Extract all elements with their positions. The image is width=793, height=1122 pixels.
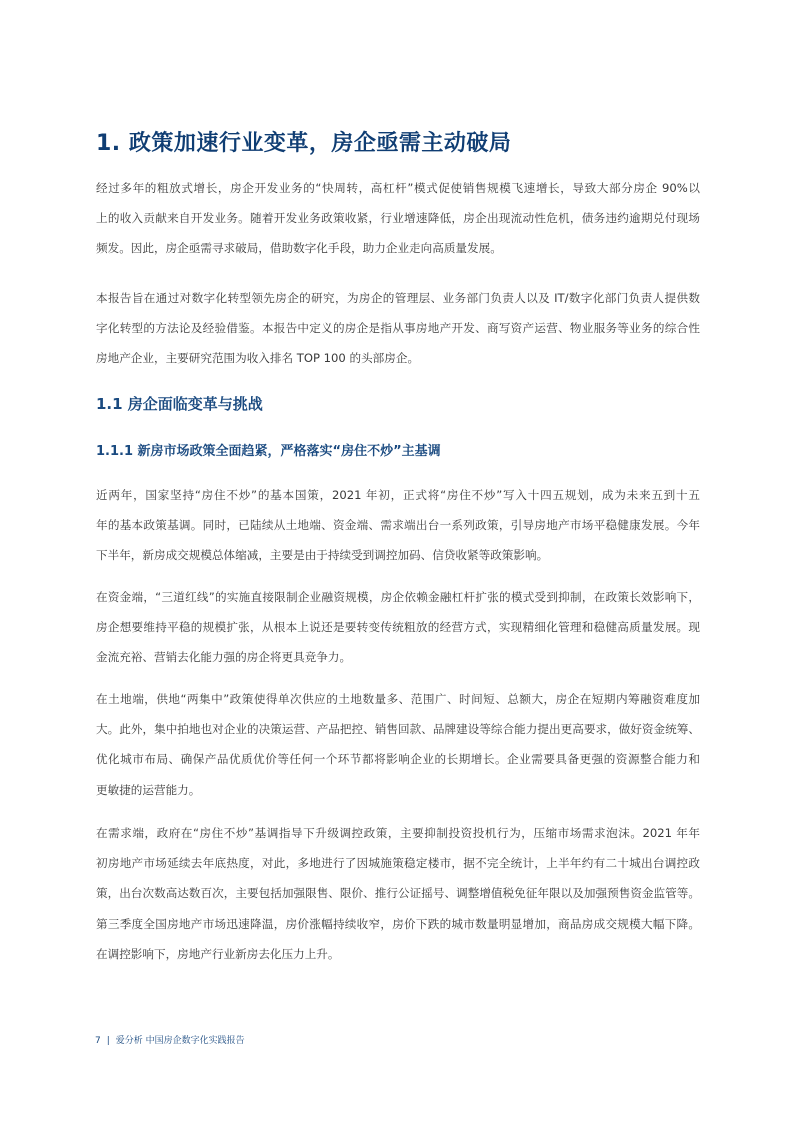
text-line: 年的基本政策基调。同时，已陆续从土地端、资金端、需求端出台一系列政策，引导房地产市场平稳健康发展。今年: [96, 518, 700, 533]
text-line: 在需求端，政府在“房住不炒”基调指导下升级调控政策，主要抑制投资投机行为，压缩市场需求泡沫。2021 年年: [96, 826, 700, 840]
text-line: 更敏捷的运营能力。: [96, 782, 201, 797]
body-paragraph-1: [96, 480, 700, 571]
footer-separator: |: [106, 1036, 110, 1046]
text-line: 在土地端，供地“两集中”政策使得单次供应的土地数量多、范围广、时间短、总额大，房企在短期内筹融资难度加: [96, 692, 700, 706]
text-line: 金流充裕、营销去化能力强的房企将更具竞争力。: [96, 650, 352, 665]
text-line: 近两年，国家坚持“房住不炒”的基本国策，2021 年初，正式将“房住不炒”写入十四五规划，成为未来五到十五: [96, 488, 700, 502]
text-line: 本报告旨在通过对数字化转型领先房企的研究，为房企的管理层、业务部门负责人以及 IT/数字化部门负责人提供数: [96, 291, 700, 305]
page-footer: [95, 1033, 245, 1046]
text-line: 初房地产市场延续去年底热度，对此，多地进行了因城施策稳定楼市，据不完全统计，上半年约有二十城出台调控政: [96, 856, 700, 871]
text-line: 在资金端，“三道红线”的实施直接限制企业融资规模，房企依赖金融杠杆扩张的模式受到抑制，在政策长效影响下，: [96, 590, 700, 604]
text-line: 下半年，新房成交规模总体缩减，主要是由于持续受到调控加码、信贷收紧等政策影响。: [96, 548, 549, 563]
section-heading-1: 1. 政策加速行业变革，房企亟需主动破局: [96, 131, 512, 156]
intro-paragraph-2: [96, 283, 700, 374]
text-line: 频发。因此，房企亟需寻求破局，借助数字化手段，助力企业走向高质量发展。: [96, 241, 502, 256]
text-line: 优化城市布局、确保产品优质优价等任何一个环节都将影响企业的长期增长。企业需要具备更强的资源整合能力和: [96, 752, 700, 767]
text-line: 房地产企业，主要研究范围为收入排名 TOP 100 的头部房企。: [96, 351, 420, 366]
text-line: 字化转型的方法论及经验借鉴。本报告中定义的房企是指从事房地产开发、商写资产运营、物业服务等业务的综合性: [96, 321, 700, 336]
body-paragraph-2: [96, 582, 700, 673]
text-line: 大。此外，集中拍地也对企业的决策运营、产品把控、销售回款、品牌建设等综合能力提出更高要求，做好资金统筹、: [96, 722, 700, 737]
intro-paragraph-1: [96, 173, 700, 264]
section-heading-1-1: 1.1 房企面临变革与挑战: [96, 395, 263, 413]
body-paragraph-4: [96, 818, 700, 969]
footer-report-title: 中国房企数字化实践报告: [145, 1036, 245, 1046]
text-line: 房企想要维持平稳的规模扩张，从根本上说还是要转变传统粗放的经营方式，实现精细化管理和稳健高质量发展。现: [96, 620, 700, 635]
text-line: 经过多年的粗放式增长，房企开发业务的“快周转，高杠杆”模式促使销售规模飞速增长，导致大部分房企 90%以: [96, 181, 700, 195]
text-line: 第三季度全国房地产市场迅速降温，房价涨幅持续收窄，房价下跌的城市数量明显增加，商品房成交规模大幅下降。: [96, 916, 700, 931]
text-line: 上的收入贡献来自开发业务。随着开发业务政策收紧，行业增速降低，房企出现流动性危机，债务违约逾期兑付现场: [96, 211, 700, 226]
text-line: 策，出台次数高达数百次，主要包括加强限售、限价、推行公证摇号、调整增值税免征年限以及加强预售资金监管等。: [96, 886, 700, 901]
text-line: 在调控影响下，房地产行业新房去化压力上升。: [96, 946, 340, 961]
page-number: 7: [95, 1036, 101, 1046]
section-heading-1-1-1: 1.1.1 新房市场政策全面趋紧，严格落实“房住不炒”主基调: [96, 444, 441, 459]
body-paragraph-3: [96, 684, 700, 805]
footer-publisher: 爱分析: [115, 1036, 143, 1046]
